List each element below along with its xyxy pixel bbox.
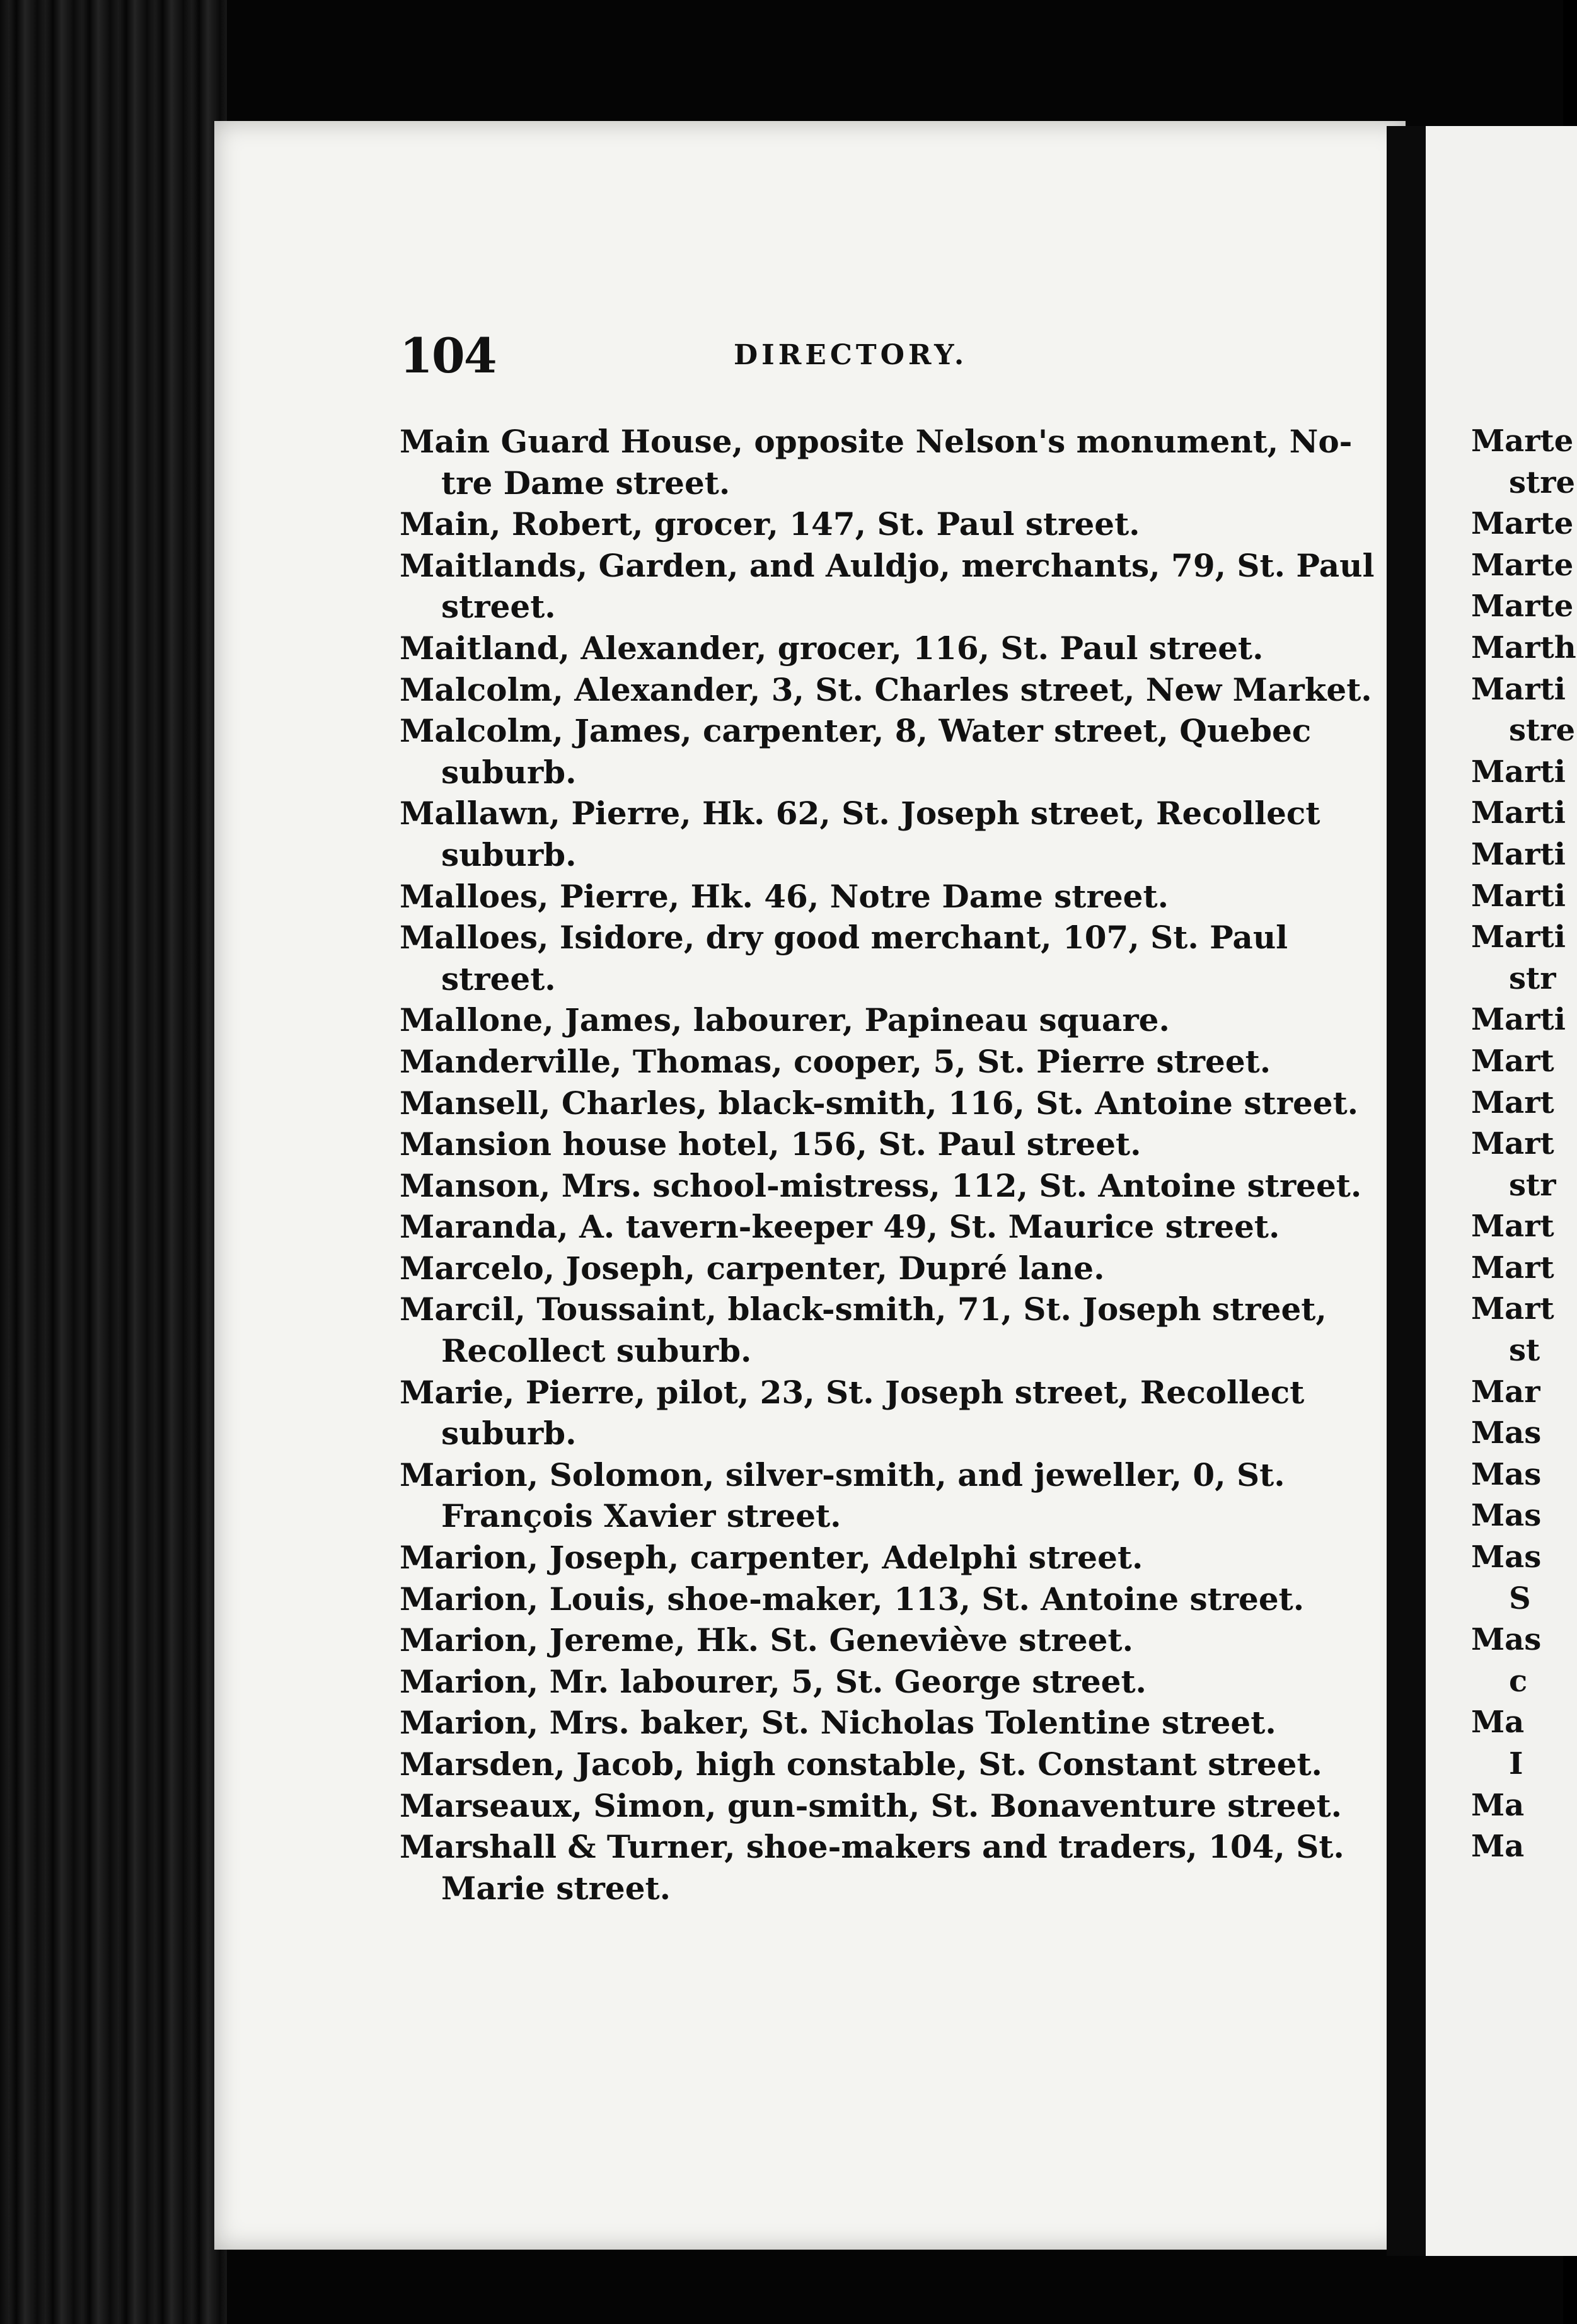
entry-line: Marion, Mrs. baker, St. Nicholas Tolentine street. <box>400 1704 1276 1742</box>
facing-page-fragment: Marti <box>1471 919 1566 955</box>
directory-entry <box>400 1289 1327 1371</box>
entry-line: Marion, Louis, shoe-maker, 113, St. Antoine street. <box>400 1580 1305 1618</box>
facing-page-fragment: st <box>1509 1333 1540 1369</box>
entry-line: Marion, Jereme, Hk. St. Geneviève street. <box>400 1621 1133 1659</box>
entry-continuation-line: street. <box>441 960 556 998</box>
directory-entry <box>400 1537 1295 1579</box>
entry-line: Mansell, Charles, black-smith, 116, St. Antoine street. <box>400 1084 1359 1122</box>
facing-page-fragment: Marti <box>1471 1002 1566 1038</box>
entry-continuation-line: street. <box>441 588 556 626</box>
entry-continuation-line: suburb. <box>441 836 577 873</box>
facing-page-fragment: Mas <box>1471 1456 1542 1492</box>
entry-line: Mallone, James, labourer, Papineau square. <box>400 1001 1170 1039</box>
entry-line: Malcolm, Alexander, 3, St. Charles street, New Market. <box>400 670 1372 708</box>
entry-continuation-line: suburb. <box>441 1415 577 1452</box>
facing-page-fragment: stre <box>1509 713 1576 749</box>
entry-line: Marion, Solomon, silver-smith, and jeweller, 0, St. <box>400 1456 1285 1493</box>
facing-page-fragment: Mas <box>1471 1498 1542 1534</box>
facing-page-fragment: I <box>1509 1746 1523 1781</box>
directory-entry <box>400 1826 1344 1909</box>
directory-entry <box>400 1372 1305 1454</box>
entry-line: Marseaux, Simon, gun-smith, St. Bonaventure street. <box>400 1786 1342 1824</box>
facing-page-fragment: Marte <box>1471 506 1574 542</box>
directory-entry <box>400 1206 1295 1248</box>
directory-entry <box>400 1165 1362 1207</box>
facing-page-fragment: Ma <box>1471 1705 1525 1740</box>
facing-page-fragment: Marti <box>1471 671 1566 707</box>
entry-continuation-line: Recollect suburb. <box>441 1332 752 1370</box>
facing-page-fragment: Ma <box>1471 1829 1525 1865</box>
facing-page-fragment: stre <box>1509 464 1576 500</box>
facing-page-fragment: Mart <box>1471 1043 1554 1079</box>
directory-entry <box>400 876 1295 918</box>
facing-page-fragment: Mart <box>1471 1126 1554 1162</box>
directory-entry <box>400 710 1312 793</box>
entry-line: Manson, Mrs. school-mistress, 112, St. Antoine street. <box>400 1166 1362 1204</box>
facing-page-fragment: Mart <box>1471 1250 1554 1286</box>
running-title: DIRECTORY. <box>734 339 968 371</box>
directory-entry <box>400 1454 1295 1537</box>
entry-continuation-line: François Xavier street. <box>441 1497 841 1535</box>
entry-line: Malcolm, James, carpenter, 8, Water street, Quebec <box>400 712 1312 750</box>
directory-entry <box>400 1744 1322 1785</box>
facing-page-fragment: str <box>1509 1167 1556 1203</box>
entry-line: Marshall & Turner, shoe-makers and traders, 104, St. <box>400 1828 1344 1866</box>
directory-entry <box>400 628 1295 669</box>
directory-entry-list <box>400 421 1375 1909</box>
facing-page-fragment: Mart <box>1471 1291 1554 1327</box>
directory-entry <box>400 545 1375 628</box>
facing-page-fragment: Marte <box>1471 423 1574 459</box>
entry-line: Marcil, Toussaint, black-smith, 71, St. Joseph street, <box>400 1291 1327 1328</box>
directory-entry <box>400 1083 1359 1124</box>
facing-page-fragment: Marti <box>1471 836 1566 872</box>
facing-page-fragment: Mar <box>1471 1374 1540 1410</box>
entry-line: Maitlands, Garden, and Auldjo, merchants, 79, St. Paul <box>400 546 1375 584</box>
facing-page-fragment: Mas <box>1471 1539 1542 1575</box>
facing-page-fragment: Mart <box>1471 1209 1554 1245</box>
facing-page-fragment: Marti <box>1471 754 1566 790</box>
facing-page-fragment: Mart <box>1471 1084 1554 1120</box>
entry-line: Malloes, Pierre, Hk. 46, Notre Dame street. <box>400 877 1169 915</box>
facing-page-fragment: str <box>1509 960 1556 996</box>
directory-entry <box>400 1579 1305 1620</box>
entry-line: Mallawn, Pierre, Hk. 62, St. Joseph street, Recollect <box>400 795 1320 832</box>
facing-page-fragment: Marte <box>1471 589 1574 624</box>
entry-line: Manderville, Thomas, cooper, 5, St. Pierre street. <box>400 1042 1271 1080</box>
entry-line: Malloes, Isidore, dry good merchant, 107, St. Paul <box>400 919 1288 957</box>
facing-page-fragment: S <box>1509 1580 1531 1616</box>
facing-page-fragment: Marti <box>1471 795 1566 831</box>
facing-page-fragment: Marte <box>1471 547 1574 583</box>
directory-entry <box>400 1041 1295 1083</box>
page-number: 104 <box>400 328 496 384</box>
directory-entry <box>400 917 1295 999</box>
directory-entry <box>400 421 1353 503</box>
running-header <box>400 328 1295 384</box>
entry-line: Marsden, Jacob, high constable, St. Constant street. <box>400 1746 1322 1783</box>
entry-continuation-line: suburb. <box>441 753 577 791</box>
directory-entry <box>400 1619 1295 1661</box>
directory-entry <box>400 669 1372 711</box>
directory-entry <box>400 1124 1295 1165</box>
entry-line: Marie, Pierre, pilot, 23, St. Joseph street, Recollect <box>400 1373 1305 1411</box>
entry-line: Maitland, Alexander, grocer, 116, St. Paul street. <box>400 629 1264 667</box>
directory-entry <box>400 793 1320 875</box>
entry-line: Maranda, A. tavern-keeper 49, St. Maurice street. <box>400 1208 1280 1246</box>
facing-page-fragment: Mas <box>1471 1415 1542 1451</box>
directory-entry <box>400 999 1295 1041</box>
entry-line: Marion, Joseph, carpenter, Adelphi street. <box>400 1539 1143 1577</box>
directory-entry <box>400 1702 1295 1744</box>
entry-line: Marion, Mr. labourer, 5, St. George street. <box>400 1662 1147 1700</box>
directory-entry <box>400 1661 1295 1703</box>
directory-entry <box>400 1785 1342 1827</box>
facing-page-fragment: Marti <box>1471 878 1566 914</box>
entry-line: Main Guard House, opposite Nelson's monument, No- <box>400 423 1353 460</box>
facing-page-fragment: Mas <box>1471 1622 1542 1658</box>
entry-continuation-line: tre Dame street. <box>441 464 731 502</box>
directory-entry <box>400 503 1295 545</box>
facing-page-fragment: Marth <box>1471 630 1576 665</box>
facing-page-fragment: Ma <box>1471 1787 1525 1823</box>
entry-line: Marcelo, Joseph, carpenter, Dupré lane. <box>400 1249 1105 1287</box>
entry-line: Main, Robert, grocer, 147, St. Paul street. <box>400 505 1140 543</box>
directory-entry <box>400 1248 1295 1289</box>
entry-continuation-line: Marie street. <box>441 1869 671 1907</box>
page-gutter <box>1387 126 1426 2256</box>
facing-page-fragment: c <box>1509 1663 1528 1699</box>
facing-page-text-fragments <box>1471 421 1576 1868</box>
book-binding-edge <box>0 0 227 2324</box>
entry-line: Mansion house hotel, 156, St. Paul street. <box>400 1125 1141 1163</box>
